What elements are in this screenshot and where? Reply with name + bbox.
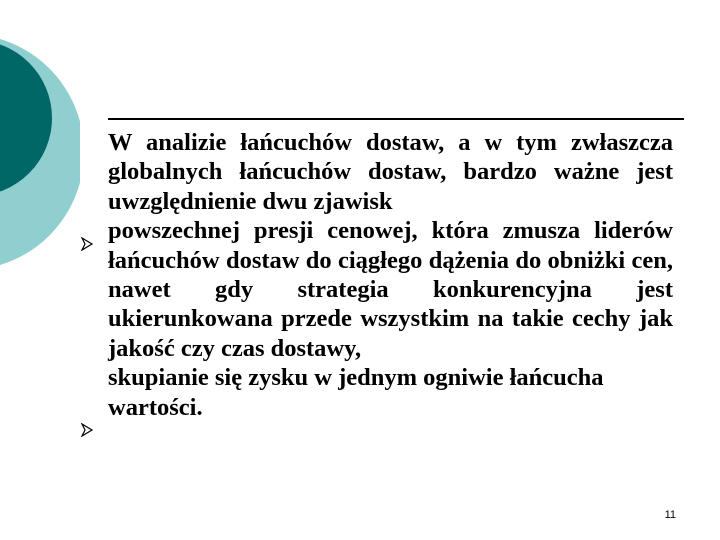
page-number: 11 xyxy=(664,509,676,521)
bullet-text-1: powszechnej presji cenowej, która zmusza liderów łańcuchów dostaw do ciągłego dążenia do obniżki cen, nawet gdy strategia konkurencyjna jest ukierunkowana przede wszystkim na takie cechy jak jakość czy czas dostawy, xyxy=(108,217,673,362)
intro-text: W analizie łańcuchów dostaw, a w tym zwłaszcza globalnych łańcuchów dostaw, bardzo ważne jest uwzględnienie dwu zjawisk xyxy=(108,129,673,215)
slide-body xyxy=(108,128,673,422)
decorative-circles xyxy=(0,0,80,300)
title-divider-line xyxy=(108,118,684,120)
arrowhead-bullet-icon xyxy=(80,237,94,251)
bullet-text-2: skupianie się zysku w jednym ogniwie łańcucha wartości. xyxy=(108,364,604,421)
arrowhead-bullet-icon xyxy=(80,423,94,437)
